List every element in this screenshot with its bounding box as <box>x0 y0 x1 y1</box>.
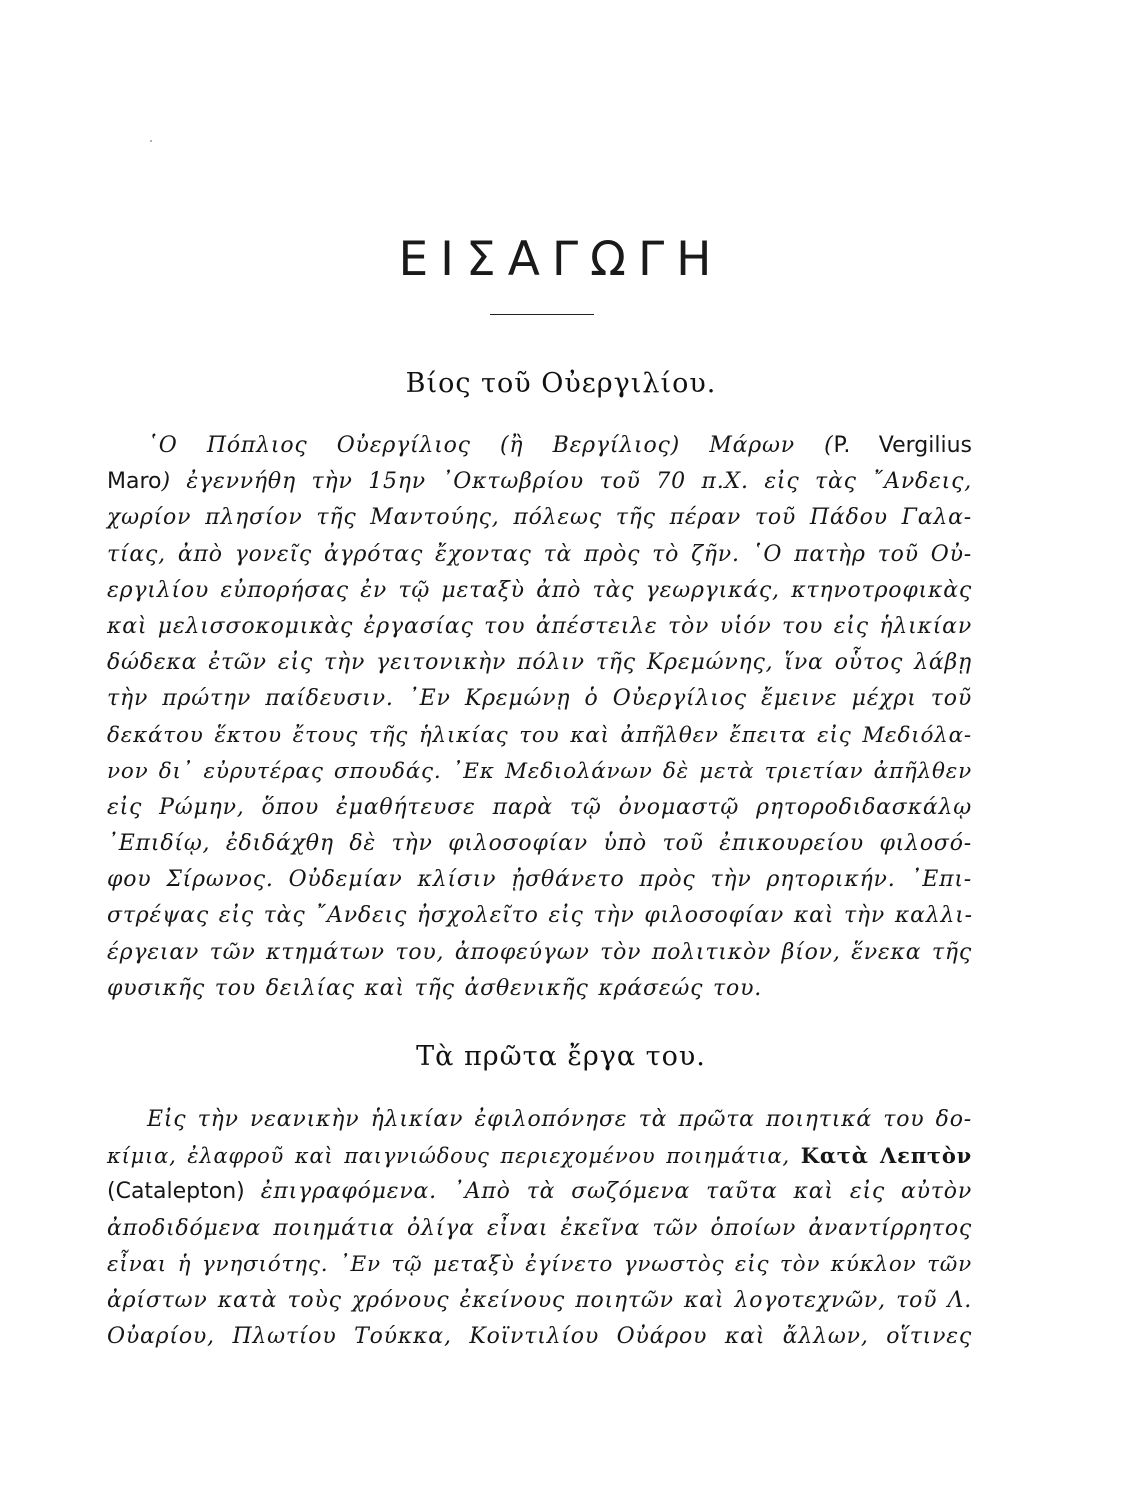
text-line: Οὐαρίου, Πλωτίου Τούκκα, Κοϊντιλίου Οὐάρου καὶ ἄλλων, οἵτινες <box>107 1324 972 1350</box>
text-line: εἰς Ρώμην, ὅπου ἐμαθήτευσε παρὰ τῷ ὀνομαστῷ ρητοροδιδασκάλῳ <box>107 794 972 820</box>
section-heading-early-works: Τὰ πρῶτα ἔργα του. <box>416 1041 706 1072</box>
text-line: δώδεκα ἐτῶν εἰς τὴν γειτονικὴν πόλιν τῆς Κρεμώνης, ἵνα οὗτος λάβῃ <box>107 650 972 676</box>
text-line: εργιλίου εὐπορήσας ἐν τῷ μεταξὺ ἀπὸ τὰς γεωργικάς, κτηνοτροφικὰς <box>107 577 972 603</box>
text-line: ῾Ο Πόπλιος Οὐεργίλιος (ἢ Βεργίλιος) Μάρων (P. Vergilius <box>147 433 972 458</box>
section-body-early-works <box>107 1102 972 1355</box>
text-line: στρέψας εἰς τὰς ῎Ανδεις ἠσχολεῖτο εἰς τὴν φιλοσοφίαν καὶ τὴν καλλι- <box>107 903 973 929</box>
text-line: εἶναι ἡ γνησιότης. ᾿Εν τῷ μεταξὺ ἐγίνετο γνωστὸς εἰς τὸν κύκλον τῶν <box>107 1251 972 1277</box>
title-divider <box>490 314 594 315</box>
text-line: τὴν πρώτην παίδευσιν. ᾿Εν Κρεμώνῃ ὁ Οὐεργίλιος ἔμεινε μέχρι τοῦ <box>107 686 972 712</box>
text-line: φυσικῆς του δειλίας καὶ τῆς ἀσθενικῆς κράσεώς του. <box>107 975 763 1001</box>
work-title: Κατὰ Λεπτὸν <box>800 1143 972 1169</box>
text-line: ἀποδιδόμενα ποιημάτια ὀλίγα εἶναι ἐκεῖνα τῶν ὁποίων ἀναντίρρητος <box>107 1215 972 1241</box>
text-line: ᾿Επιδίῳ, ἐδιδάχθη δὲ τὴν φιλοσοφίαν ὑπὸ τοῦ ἐπικουρείου φιλοσό- <box>107 831 972 857</box>
section-body-life <box>107 428 972 1007</box>
text-line: καὶ μελισσοκομικὰς ἐργασίας του ἀπέστειλε τὸν υἱόν του εἰς ἡλικίαν <box>107 613 972 639</box>
text-line: (Catalepton) ἐπιγραφόμενα. ᾿Απὸ τὰ σωζόμενα ταῦτα καὶ εἰς αὐτὸν <box>107 1179 972 1205</box>
text-line: Maro) ἐγεννήθη τὴν 15ην ᾿Οκτωβρίου τοῦ 70 π.Χ. εἰς τὰς ῎Ανδεις, <box>107 469 972 495</box>
text-line: κίμια, ἐλαφροῦ καὶ παιγνιώδους περιεχομένου ποιημάτια, Κατὰ Λεπτὸν <box>107 1143 972 1169</box>
text-line: Εἰς τὴν νεανικὴν ἡλικίαν ἐφιλοπόνησε τὰ πρῶτα ποιητικά του δο- <box>147 1107 972 1132</box>
page-title: ΕΙΣΑΓΩΓΗ <box>398 232 724 287</box>
text-line: χωρίον πλησίον τῆς Μαντούης, πόλεως τῆς πέραν τοῦ Πάδου Γαλα- <box>107 505 972 531</box>
text-line: ἀρίστων κατὰ τοὺς χρόνους ἐκείνους ποιητῶν καὶ λογοτεχνῶν, τοῦ Λ. <box>107 1287 972 1313</box>
text-line: δεκάτου ἕκτου ἔτους τῆς ἡλικίας του καὶ ἀπῆλθεν ἔπειτα εἰς Μεδιόλα- <box>107 722 972 748</box>
text-line: νον δι᾿ εὐρυτέρας σπουδάς. ᾿Εκ Μεδιολάνων δὲ μετὰ τριετίαν ἀπῆλθεν <box>107 758 972 784</box>
text-line: έργειαν τῶν κτημάτων του, ἀποφεύγων τὸν πολιτικὸν βίον, ἕνεκα τῆς <box>107 939 972 965</box>
scan-speck <box>150 140 152 142</box>
text-line: τίας, ἀπὸ γονεῖς ἀγρότας ἔχοντας τὰ πρὸς τὸ ζῆν. ῾Ο πατὴρ τοῦ Οὐ- <box>107 541 972 567</box>
section-heading-life: Βίος τοῦ Οὐεργιλίου. <box>405 368 717 399</box>
text-line: φου Σίρωνος. Οὐδεμίαν κλίσιν ᾐσθάνετο πρὸς τὴν ρητορικήν. ᾿Επι- <box>107 867 972 893</box>
